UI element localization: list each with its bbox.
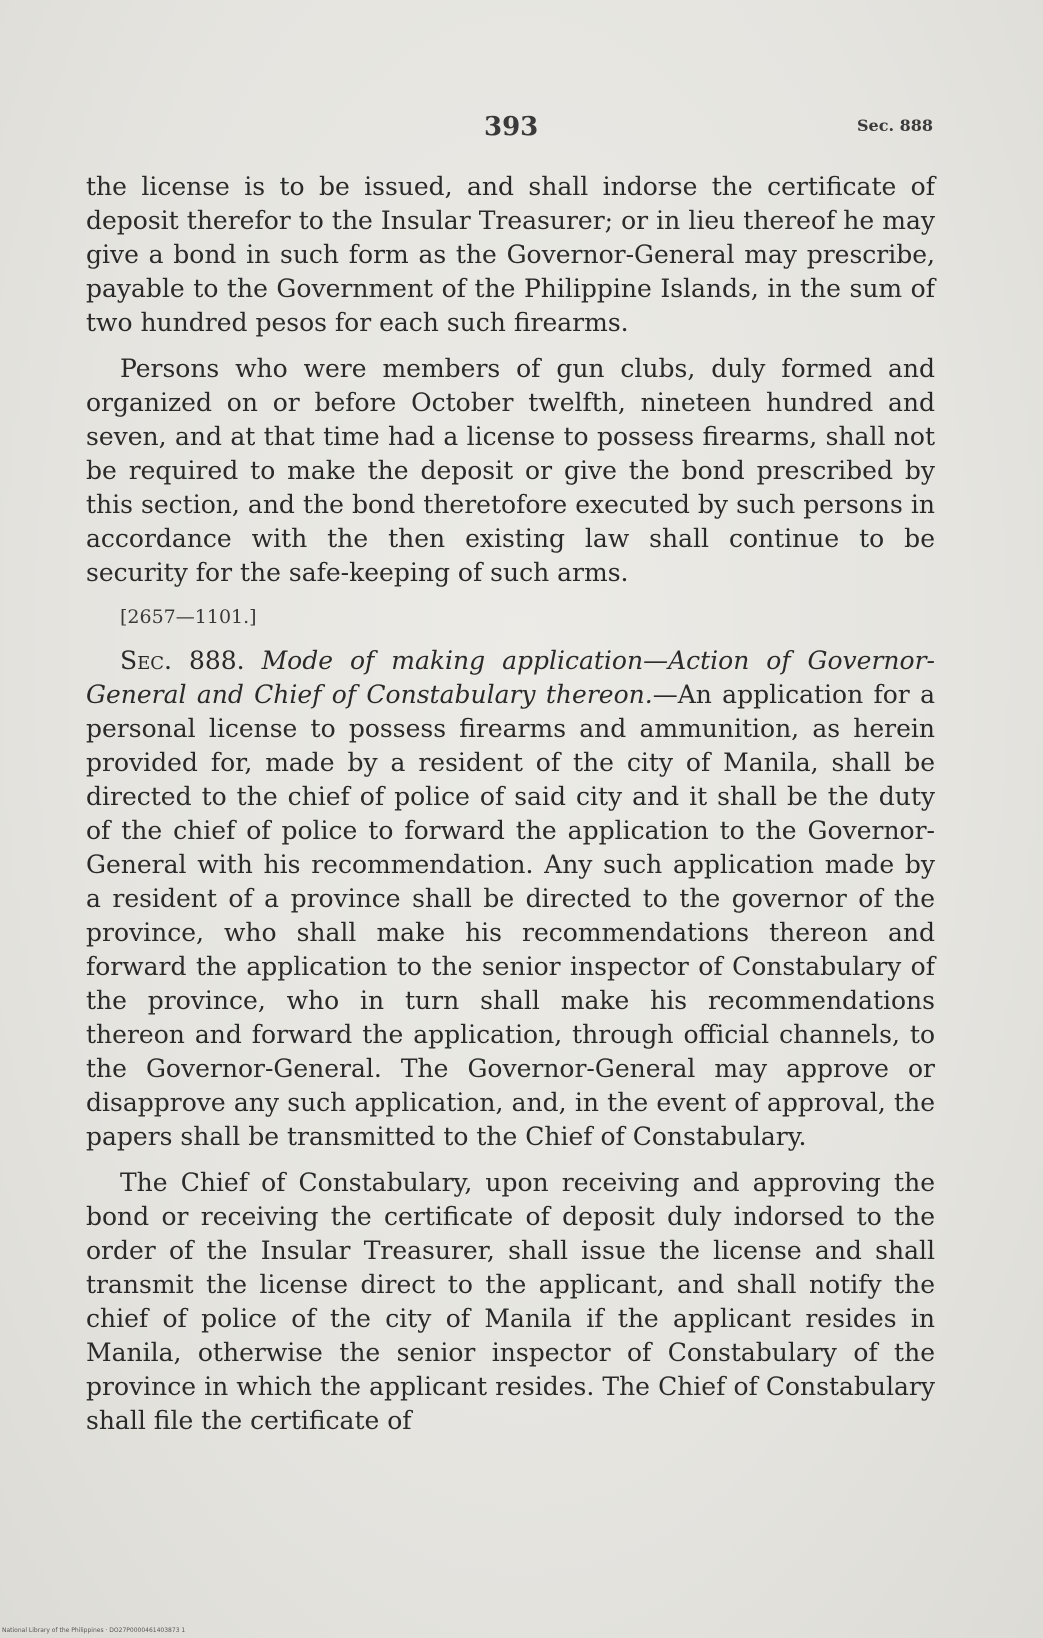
page-header	[0, 112, 1043, 152]
library-watermark: National Library of the Philippines · DO27P0000461403873 1	[2, 1627, 186, 1634]
paragraph-chief-of-constabulary: The Chief of Constabulary, upon receiving and approving the bond or receiving the certificate of deposit duly indorsed to the order of the Insular Treasurer, shall issue the license and shall transmit the license direct to the applicant, and shall notify the chief of police of the city of Manila if the applicant resides in Manila, otherwise the senior inspector of Constabulary of the province in which the applicant resides. The Chief of Constabulary shall file the certificate of	[86, 1168, 935, 1435]
page-number: 393	[484, 112, 539, 142]
page-body	[86, 170, 935, 1450]
paragraph-gun-clubs: Persons who were members of gun clubs, duly formed and organized on or before October twelfth, nineteen hundred and seven, and at that time had a license to possess firearms, shall not be required to make the deposit or give the bond prescribed by this section, and the bond theretofore executed by such persons in accordance with the then existing law shall continue to be security for the safe-keeping of such arms.	[86, 354, 935, 587]
section-body: —An application for a personal license to possess firearms and ammunition, as herein provided for, made by a resident of the city of Manila, shall be directed to the chief of police of said city and it shall be the duty of the chief of police to forward the application to the Governor-General with his recommendation. Any such application made by a resident of a province shall be directed to the governor of the province, who shall make his recommendations thereon and forward the application to the senior inspector of Constabulary of the province, who in turn shall make his recommendations thereon and forward the application, through official channels, to the Governor-General. The Governor-General may approve or disapprove any such application, and, in the event of approval, the papers shall be transmitted to the Chief of Constabulary.	[86, 680, 935, 1151]
section-label: Sec. 888.	[120, 646, 245, 675]
running-section-reference: Sec. 888	[856, 116, 933, 135]
paragraph-continued: the license is to be issued, and shall indorse the certificate of deposit therefor to the Insular Treasurer; or in lieu thereof he may give a bond in such form as the Governor-General may prescribe, payable to the Government of the Philippine Islands, in the sum of two hundred pesos for each such firearms.	[86, 172, 935, 337]
citation-reference: [2657—1101.]	[120, 606, 257, 628]
paragraph-section-888	[86, 644, 935, 1154]
section-heading: Mode of making application—Action of Governor-General and Chief of Constabulary thereon.	[86, 646, 935, 709]
